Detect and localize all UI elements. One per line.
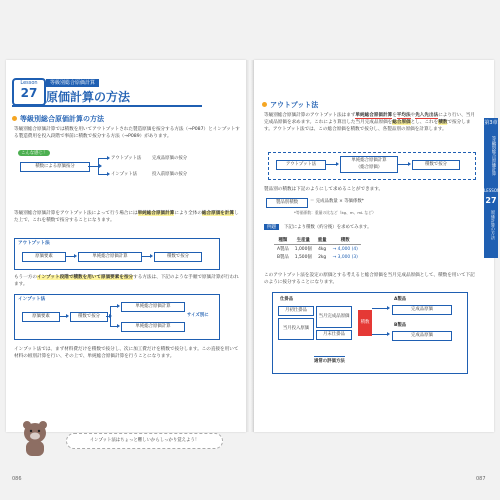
diag-b-done: 完成品原価 <box>392 331 452 341</box>
side-tab-chapter: 第3章 <box>484 120 498 126</box>
diagram-tag: こんな感じ！ <box>18 150 50 156</box>
out-node-divide: 積数で按分 <box>154 252 202 262</box>
para-product-units: 製品別の積数は下記のようにして求めることができます。 <box>264 187 384 192</box>
flow-simple: 単純総合原価計算 （総合原価） <box>340 156 398 173</box>
branch-input-result: 投入前原価の按分 <box>152 172 188 177</box>
in-arrow-3b <box>110 326 118 327</box>
out-arrow-1 <box>65 256 75 257</box>
flow-arrow-1 <box>325 164 337 165</box>
in-node-divide: 積数で按分 <box>70 312 108 322</box>
left-page <box>6 60 246 482</box>
flow-arrow-2 <box>397 164 409 165</box>
table-row: B製品 1,500個 2kg → 3,000 (3) <box>277 254 358 260</box>
th-kind: 種類 <box>274 236 292 245</box>
diag-a-done: 完成品原価 <box>392 305 452 315</box>
lesson-badge-number: 27 <box>20 86 38 100</box>
diag-a-label: A製品 <box>394 297 407 302</box>
input-method-label: インプット法 <box>18 297 46 302</box>
out-node-simple: 単純総合原価計算 <box>78 252 142 262</box>
section-tag: 等級別総合原価計算 <box>46 79 99 87</box>
in-node-cost: 原価要素 <box>22 312 60 322</box>
diag-units-tag: 積数 <box>358 310 372 336</box>
table-row: A製品 1,000個 4kg → 4,000 (4) <box>277 246 358 252</box>
formula-note: *等価係数：重量の比など（kg、m、mL など） <box>294 210 376 215</box>
out-arrow-2 <box>141 256 151 257</box>
branch-input: インプット法 <box>111 172 138 177</box>
para-intro: 等級別総合原価計算では積数を用いてアウトプットされた製造原価を按分する方法（→P087）とインプットする製造費用を投入段階で事前に積数で按分する方法（→P089）があります。 <box>14 127 240 139</box>
bullet-dot-icon <box>262 102 267 107</box>
flow-output: アウトプット法 <box>276 160 326 170</box>
diag-wip-title: 仕掛品 <box>280 297 294 302</box>
th-units: 積数 <box>330 236 361 245</box>
diag-closing: 月末仕掛品 <box>316 330 352 340</box>
para-output-apply: このアウトプット法を設定の原価とする考えると総合原価を当月完成品原価として、積数を用いて下記のように按分することになります。 <box>264 273 475 285</box>
node-root: 積数による原価按分 <box>20 162 90 172</box>
th-volume: 生産量 <box>292 236 315 245</box>
th-weight: 重量 <box>315 236 330 245</box>
diag-total: 当月完成品原価 <box>316 306 352 328</box>
output-method-label: アウトプット法 <box>18 241 50 246</box>
lesson-badge <box>12 78 46 106</box>
right-page <box>254 60 494 482</box>
speech-bubble: インプット法はちょっと難しいからしっかり覚えよう！ <box>66 433 223 449</box>
heading-method: 等級別総合原価計算の方法 <box>12 114 104 124</box>
in-node-simple-a: 単純総合原価計算 <box>121 302 185 312</box>
page-number-right: 087 <box>476 476 486 482</box>
example-tag: 例題 <box>264 224 279 230</box>
bullet-dot-icon <box>12 116 17 121</box>
formula-left: 製品別積数 <box>266 198 308 208</box>
branch-output: アウトプット法 <box>111 156 142 161</box>
diag-arrow-a <box>372 308 388 309</box>
title-rule <box>12 105 202 107</box>
formula-right: ＝ 完成品数量 × 等価係数* <box>310 199 364 204</box>
diag-arrow-b <box>372 334 388 335</box>
page-gutter <box>246 60 254 432</box>
heading-output: アウトプット法 <box>262 100 318 110</box>
in-arrow-2 <box>106 316 110 317</box>
side-tab-title: 等級別総合原価計算 <box>491 136 496 176</box>
branch-output-result: 完成品原価の按分 <box>152 156 188 161</box>
para-output-desc: 等級別総合原価計算をアウトプット法によって行う場合には単純総合原価計算により全体の総合原価を計算した上で、これを積数で按分することになります。 <box>14 211 239 223</box>
calc-table <box>274 236 361 261</box>
para-output-intro: 等級別総合原価計算のアウトプット法はまず単純総合原価計算を平均法や先入先出法により行い、当月完成品原価を求めます。これにより算出した当月完成品原価を総合原価とし、これを積数で按分します。アウトプット法では、この総合原価を積数で按分し、各製品別の原価を計算します。 <box>264 113 475 132</box>
in-arrow-1 <box>59 316 67 317</box>
in-side-label: サイズ別に <box>187 313 209 318</box>
chapter-side-tab[interactable] <box>484 118 498 258</box>
para-input-detail: インプット法では、まず材料費だけを積数で按分し、次に加工費だけを積数で按分します。この直接を用いて材料の組別計算を行い、その上で、単純総合原価計算を行うことになります。 <box>14 347 239 359</box>
out-node-cost: 原価要素 <box>22 252 66 262</box>
arrow-out <box>98 158 108 159</box>
diag-current: 当月投入原価 <box>278 318 314 340</box>
side-tab-lesson: LESSON <box>484 188 500 193</box>
in-node-simple-b: 単純総合原価計算 <box>121 322 185 332</box>
para-input-desc: もう一方のインプット段階で積数を用いて原価要素を按分する方法は、下記のような手順で原価計算が行われます。 <box>14 275 239 287</box>
page-title: 原価計算の方法 <box>46 90 131 104</box>
side-tab-number: 27 <box>485 196 497 205</box>
flow-divide: 積数で按分 <box>412 160 460 170</box>
arrow-in <box>98 174 108 175</box>
diag-bottom: 通常の評価方法 <box>314 356 345 364</box>
in-arrow-3a <box>110 306 118 307</box>
side-tab-subtitle: 原価計算の方法 <box>491 210 496 240</box>
branch-line <box>98 158 99 174</box>
diag-opening: 月初仕掛品 <box>278 306 314 316</box>
bear-mascot-icon <box>20 420 50 458</box>
page-number-left: 086 <box>12 476 22 482</box>
example-text: 下記により積数（約分後）を求めてみます。 <box>284 225 372 230</box>
lesson-badge-label: Lesson <box>20 80 38 86</box>
diag-b-label: B製品 <box>394 323 407 328</box>
